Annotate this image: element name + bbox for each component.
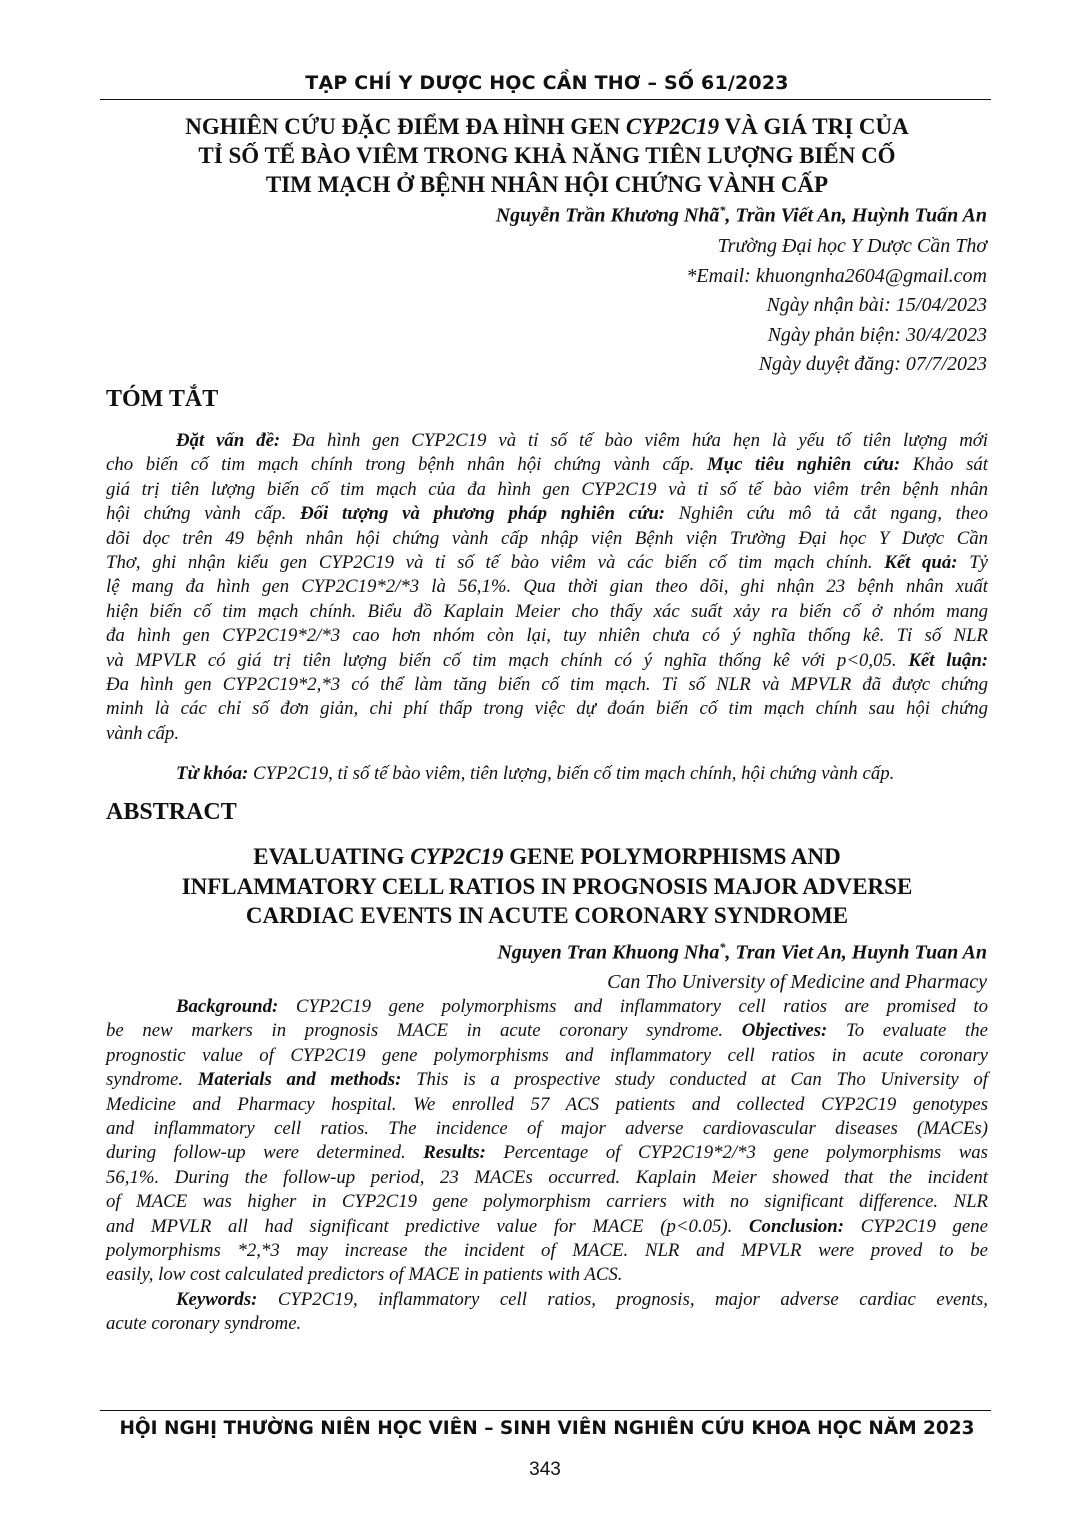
date-reviewed: Ngày phản biện: 30/4/2023 — [767, 323, 987, 346]
abstract-line: hiện biến cố tim mạch chính. Biểu đồ Kaplain Meier cho thấy xác suất xảy ra biến cố ở nhóm mang — [106, 600, 988, 622]
abstract-line: of MACE was higher in CYP2C19 gene polymorphism carriers with no significant difference. NLR — [106, 1191, 988, 1213]
abstract-line: 56,1%. During the follow-up period, 23 MACEs occurred. Kaplain Meier showed that the incident — [106, 1166, 988, 1188]
en-abstract — [106, 995, 988, 1288]
vi-email: *Email: khuongnha2604@gmail.com — [686, 264, 987, 287]
abstract-line: and MPVLR all had significant predictive value for MACE (p<0.05). Conclusion: CYP2C19 gene — [106, 1215, 988, 1237]
vi-abstract — [106, 429, 988, 746]
en-title-line: EVALUATING CYP2C19 GENE POLYMORPHISMS AND — [253, 844, 841, 869]
en-keywords: Keywords: CYP2C19, inflammatory cell ratios, prognosis, major adverse cardiac events, acute coronary syndrome. — [106, 1289, 988, 1335]
abstract-line: Medicine and Pharmacy hospital. We enrolled 57 ACS patients and collected CYP2C19 genotypes — [106, 1093, 988, 1115]
abstract-line: polymorphisms *2,*3 may increase the incident of MACE. NLR and MPVLR were proved to be — [106, 1240, 988, 1262]
date-received: Ngày nhận bài: 15/04/2023 — [766, 294, 987, 316]
vi-keywords: Từ khóa: CYP2C19, tỉ số tế bào viêm, tiên lượng, biến cố tim mạch chính, hội chứng vành cấp. — [176, 763, 895, 784]
abstract-line: syndrome. Materials and methods: This is a prospective study conducted at Can Tho University of — [106, 1069, 988, 1091]
abstract-line: prognostic value of CYP2C19 gene polymorphisms and inflammatory cell ratios in acute coronary — [106, 1044, 988, 1066]
header-rule — [100, 99, 991, 100]
abstract-line: cho biến cố tim mạch chính trong bệnh nhân hội chứng vành cấp. Mục tiêu nghiên cứu: Khảo sát — [106, 454, 988, 476]
en-authors: Nguyen Tran Khuong Nha*, Tran Viet An, Huynh Tuan An — [497, 940, 987, 964]
en-title-line: CARDIAC EVENTS IN ACUTE CORONARY SYNDROME — [245, 903, 849, 928]
abstract-line: and inflammatory cell ratios. The incidence of major adverse cardiovascular diseases (MACEs) — [106, 1118, 988, 1140]
date-accepted: Ngày duyệt đăng: 07/7/2023 — [758, 353, 987, 375]
abstract-line: easily, low cost calculated predictors of MACE in patients with ACS. — [106, 1264, 623, 1286]
vi-title-line: TỈ SỐ TẾ BÀO VIÊM TRONG KHẢ NĂNG TIÊN LƯỢNG BIẾN CỐ — [198, 143, 896, 168]
vi-title — [103, 112, 991, 199]
abstract-line: vành cấp. — [106, 722, 180, 744]
vi-section-heading: TÓM TẮT — [106, 386, 219, 412]
abstract-line: Đa hình gen CYP2C19*2,*3 có thể làm tăng biến cố tim mạch. Tỉ số NLR và MPVLR đã được chứng — [106, 674, 988, 696]
en-title-line: INFLAMMATORY CELL RATIOS IN PROGNOSIS MAJOR ADVERSE — [181, 873, 913, 899]
journal-header: TẠP CHÍ Y DƯỢC HỌC CẦN THƠ – SỐ 61/2023 — [305, 72, 789, 94]
vi-authors: Nguyễn Trần Khương Nhã*, Trần Viết An, Huỳnh Tuấn An — [495, 203, 987, 227]
abstract-line: Đặt vấn đề: Đa hình gen CYP2C19 và tỉ số tế bào viêm hứa hẹn là yếu tố tiên lượng mới — [176, 430, 988, 451]
vi-title-line: NGHIÊN CỨU ĐẶC ĐIỂM ĐA HÌNH GEN CYP2C19 VÀ GIÁ TRỊ CỦA — [185, 114, 909, 139]
abstract-line: Background: CYP2C19 gene polymorphisms and inflammatory cell ratios are promised to — [176, 996, 988, 1017]
abstract-line: giá trị tiên lượng biến cố tim mạch của đa hình gen CYP2C19 và tỉ số tế bào viêm trên bệnh nhân — [106, 478, 988, 500]
abstract-line: hội chứng vành cấp. Đối tượng và phương pháp nghiên cứu: Nghiên cứu mô tả cắt ngang, theo — [106, 503, 988, 525]
abstract-line: during follow-up were determined. Results: Percentage of CYP2C19*2/*3 gene polymorphisms was — [106, 1142, 988, 1164]
abstract-line: be new markers in prognosis MACE in acute coronary syndrome. Objectives: To evaluate the — [106, 1020, 988, 1042]
footer: HỘI NGHỊ THƯỜNG NIÊN HỌC VIÊN – SINH VIÊN NGHIÊN CỨU KHOA HỌC NĂM 2023 — [119, 1418, 975, 1439]
page-number: 343 — [529, 1459, 561, 1480]
vi-affiliation: Trường Đại học Y Dược Cần Thơ — [717, 235, 987, 257]
en-affiliation: Can Tho University of Medicine and Pharmacy — [607, 971, 987, 993]
abstract-line: đa hình gen CYP2C19*2/*3 cao hơn nhóm còn lại, tuy nhiên chưa có ý nghĩa thống kê. Tỉ số NLR — [106, 625, 988, 647]
abstract-line: dõi dọc trên 49 bệnh nhân hội chứng vành cấp nhập viện Bệnh viện Trường Đại học Y Dược Cần — [106, 527, 988, 549]
abstract-line: minh là các chỉ số đơn giản, chi phí thấp trong việc dự đoán biến cố tim mạch chính sau hội chứng — [106, 698, 988, 720]
abstract-line: và MPVLR có giá trị tiên lượng biến cố tim mạch chính có ý nghĩa thống kê với p<0,05. Kết luận: — [106, 649, 989, 671]
en-section-heading: ABSTRACT — [106, 799, 237, 825]
footer-rule — [100, 1410, 991, 1411]
en-title — [103, 842, 991, 931]
vi-affiliation-block — [686, 232, 987, 380]
abstract-line: lệ mang đa hình gen CYP2C19*2/*3 là 56,1%. Qua thời gian theo dõi, ghi nhận 23 bệnh nhân xuất — [106, 576, 988, 598]
vi-title-line: TIM MẠCH Ở BỆNH NHÂN HỘI CHỨNG VÀNH CẤP — [265, 172, 829, 197]
abstract-line: Thơ, ghi nhận kiểu gen CYP2C19 và tỉ số tế bào viêm và các biến cố tim mạch chính. Kết quả: Tỷ — [106, 552, 988, 574]
